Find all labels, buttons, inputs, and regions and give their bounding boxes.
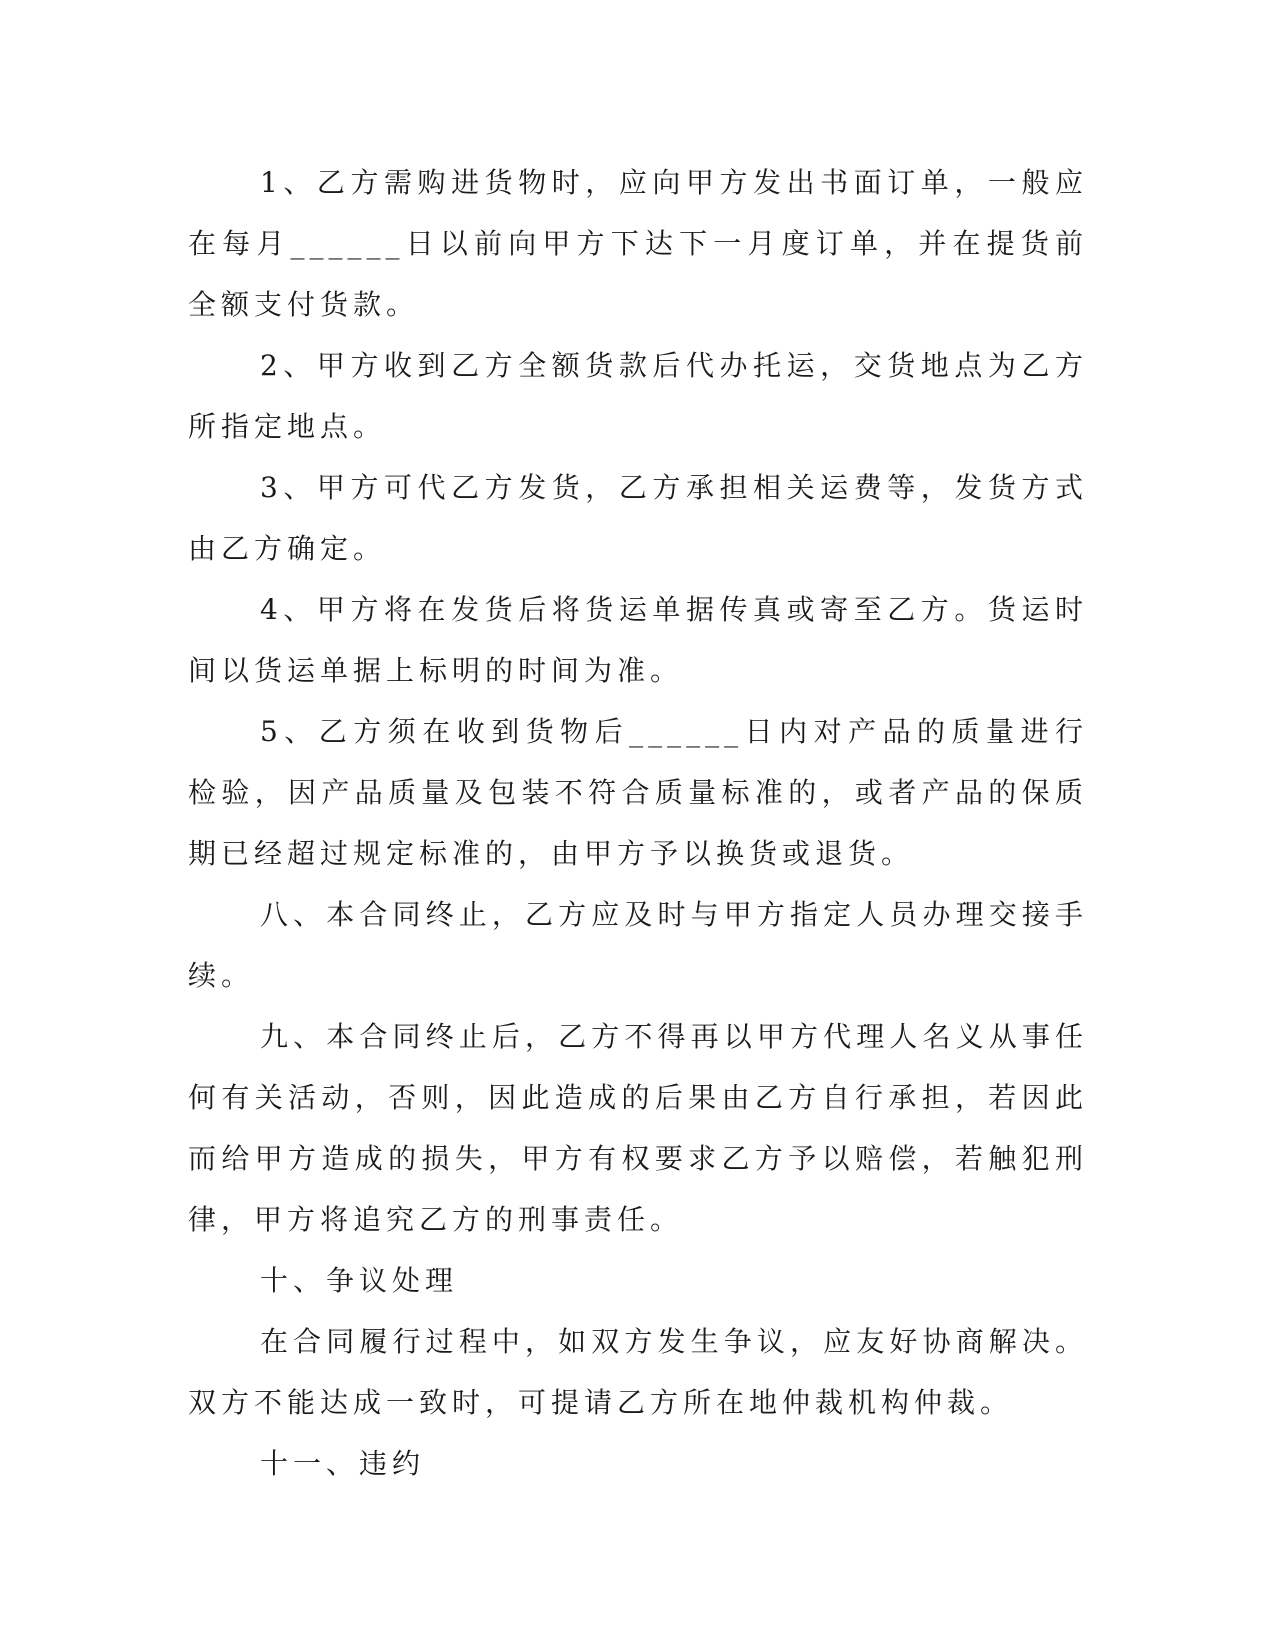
clause-2-delivery: 2、甲方收到乙方全额货款后代办托运，交货地点为乙方所指定地点。: [188, 349, 1088, 443]
clause-5-inspection: 5、乙方须在收到货物后______日内对产品的质量进行检验，因产品质量及包装不符合质量标准的，或者产品的保质期已经超过规定标准的，由甲方予以换货或退货。: [188, 715, 1088, 870]
clause-1-order: 1、乙方需购进货物时，应向甲方发出书面订单，一般应在每月______日以前向甲方下达下一月度订单，并在提货前全额支付货款。: [188, 166, 1088, 321]
section-10-heading: 十、争议处理: [260, 1264, 459, 1297]
document-body: [188, 152, 1088, 1494]
clause-4-waybill: 4、甲方将在发货后将货运单据传真或寄至乙方。货运时间以货运单据上标明的时间为准。: [188, 593, 1088, 687]
section-8-termination: 八、本合同终止，乙方应及时与甲方指定人员办理交接手续。: [188, 898, 1088, 992]
section-11-heading: 十一、违约: [260, 1447, 426, 1480]
clause-3-shipping: 3、甲方可代乙方发货，乙方承担相关运费等，发货方式由乙方确定。: [188, 471, 1088, 565]
section-9-post-termination: 九、本合同终止后，乙方不得再以甲方代理人名义从事任何有关活动，否则，因此造成的后果由乙方自行承担，若因此而给甲方造成的损失，甲方有权要求乙方予以赔偿，若触犯刑律，甲方将追究乙方的刑事责任。: [188, 1020, 1088, 1236]
section-10-body: 在合同履行过程中，如双方发生争议，应友好协商解决。双方不能达成一致时，可提请乙方所在地仲裁机构仲裁。: [188, 1325, 1088, 1419]
